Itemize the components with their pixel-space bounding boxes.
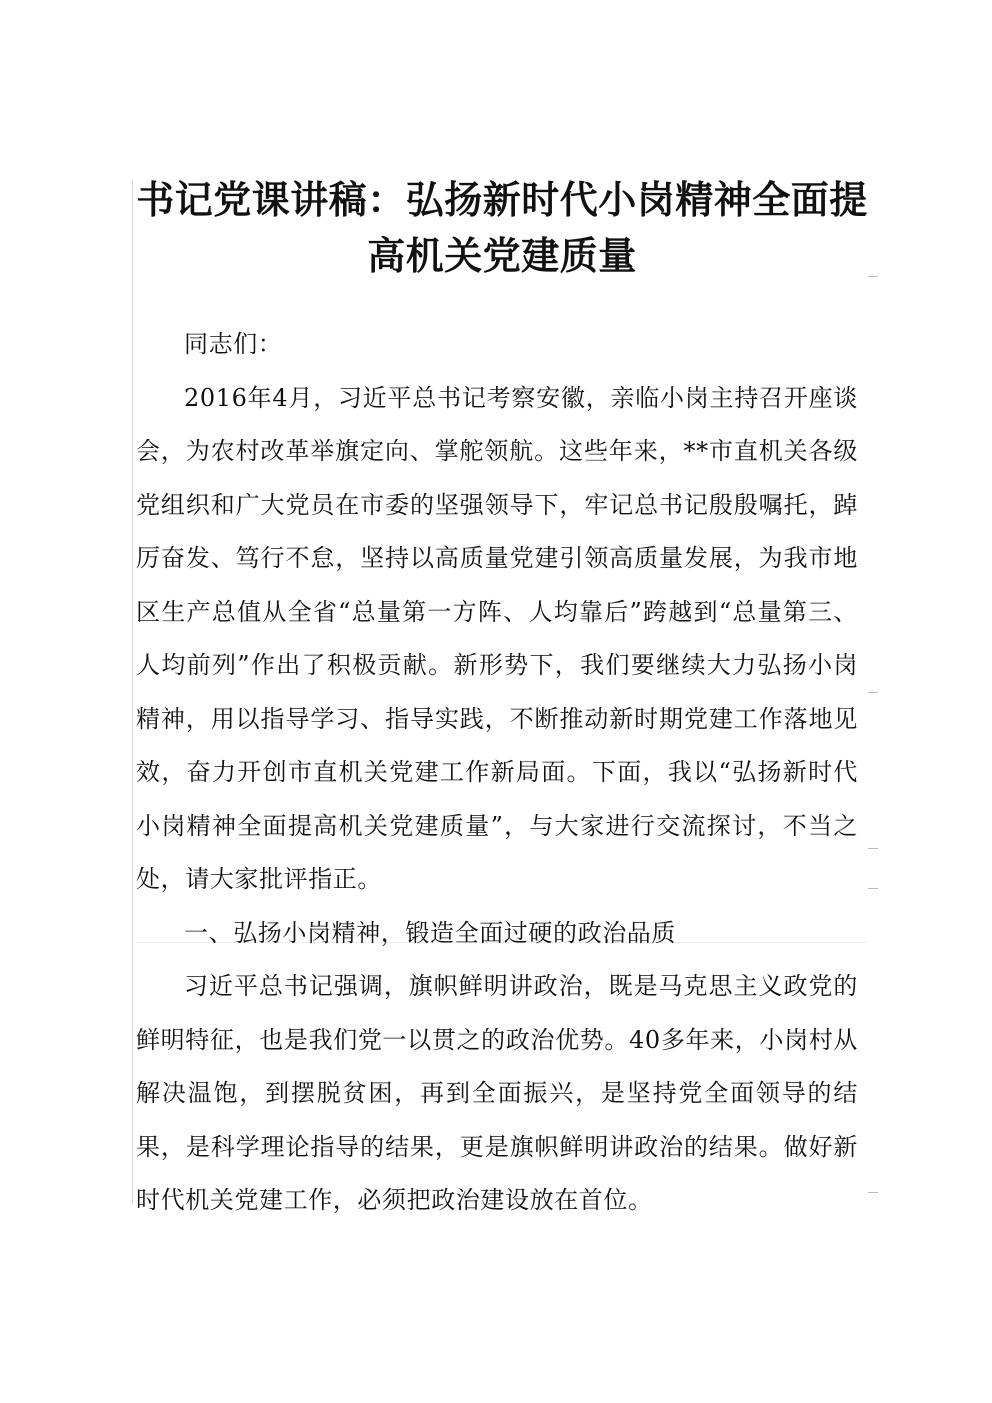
- document-title: 书记党课讲稿：弘扬新时代小岗精神全面提高机关党建质量: [136, 177, 868, 278]
- margin-mark: [868, 888, 878, 889]
- margin-mark: [868, 848, 878, 849]
- margin-mark: [868, 1192, 878, 1193]
- section-heading: 一、弘扬小岗精神，锻造全面过硬的政治品质: [184, 918, 676, 947]
- body-paragraph: 习近平总书记强调，旗帜鲜明讲政治，既是马克思主义政党的鲜明特征，也是我们党一以贯之的政治优势。40多年来，小岗村从解决温饱，到摆脱贫困，再到全面振兴，是坚持党全面领导的结果，是科学理论指导的结果，更是旗帜鲜明讲政治的结果。做好新时代机关党建工作，必须把政治建设放在首位。: [136, 972, 858, 1214]
- left-margin-rule: [132, 180, 133, 1205]
- intro-paragraph: 2016年4月，习近平总书记考察安徽，亲临小岗主持召开座谈会，为农村改革举旗定向、掌舵领航。这些年来，**市直机关各级党组织和广大党员在市委的坚强领导下，牢记总书记殷殷嘱托，踔厉奋发、笃行不怠，坚持以高质量党建引领高质量发展，为我市地区生产总值从全省“总量第一方阵、人均靠后”跨越到“总量第三、人均前列”作出了积极贡献。新形势下，我们要继续大力弘扬小岗精神，用以指导学习、指导实践，不断推动新时期党建工作落地见效，奋力开创市直机关党建工作新局面。下面，我以“弘扬新时代小岗精神全面提高机关党建质量”，与大家进行交流探讨，不当之处，请大家批评指正。: [136, 383, 858, 893]
- margin-mark: [868, 692, 878, 693]
- document-body: [136, 318, 858, 1228]
- margin-mark: [868, 276, 878, 277]
- salutation-paragraph: 同志们：: [184, 330, 283, 358]
